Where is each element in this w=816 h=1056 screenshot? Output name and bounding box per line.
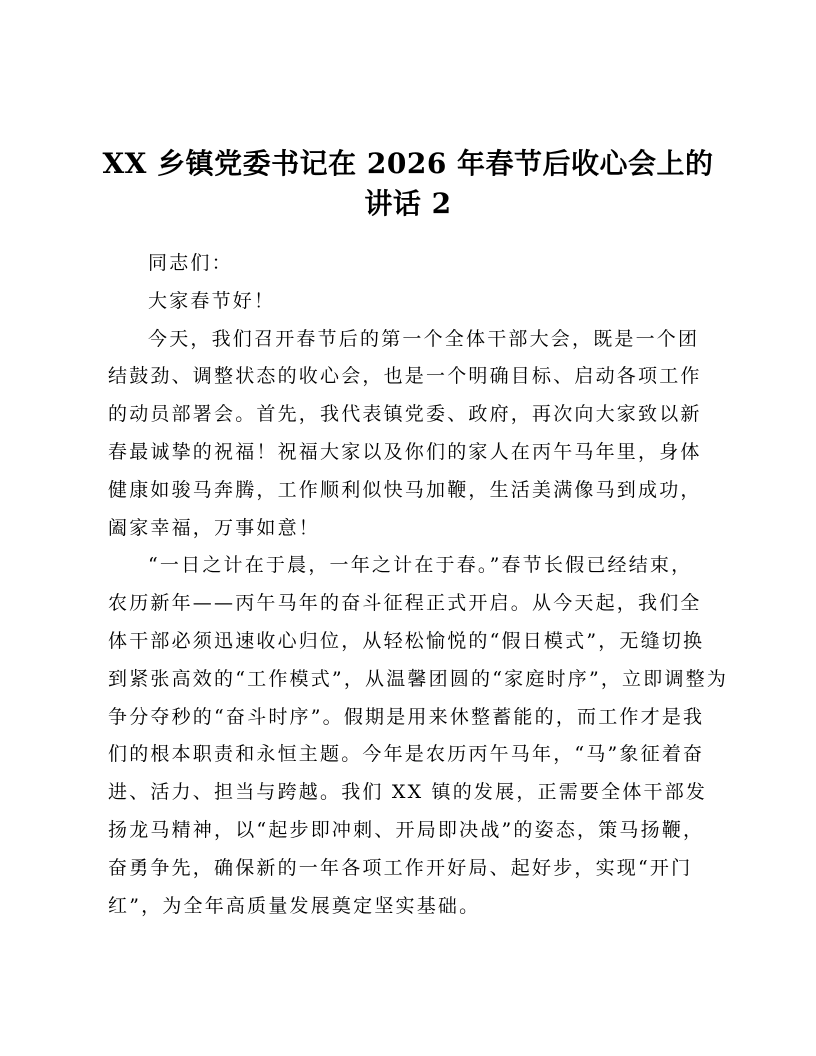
paragraph-2-line: 们的根本职责和永恒主题。今年是农历丙午马年，“马”象征着奋 bbox=[108, 743, 705, 766]
paragraph-2-line: 奋勇争先，确保新的一年各项工作开好局、起好步，实现“开门 bbox=[108, 856, 693, 879]
paragraph-2-line: 扬龙马精神，以“起步即冲刺、开局即决战”的姿态，策马扬鞭， bbox=[108, 818, 705, 841]
title-line-2: 讲话 2 bbox=[364, 187, 452, 220]
paragraph-1-line: 今天，我们召开春节后的第一个全体干部大会，既是一个团 bbox=[148, 327, 700, 350]
paragraph-2 bbox=[108, 547, 729, 925]
paragraph-2-line: 到紧张高效的“工作模式”，从温馨团圆的“家庭时序”，立即调整为 bbox=[108, 667, 729, 690]
greeting: 大家春节好！ bbox=[148, 289, 276, 312]
paragraph-2-line: 红”，为全年高质量发展奠定坚实基础。 bbox=[108, 894, 481, 917]
document-title bbox=[98, 144, 718, 224]
salutation: 同志们： bbox=[148, 252, 233, 274]
paragraph-2-line: “一日之计在于晨，一年之计在于春。”春节长假已经结束， bbox=[148, 554, 693, 577]
paragraph-2-line: 争分夺秒的“奋斗时序”。假期是用来休整蓄能的，而工作才是我 bbox=[108, 705, 705, 728]
paragraph-2-line: 体干部必须迅速收心归位，从轻松愉悦的“假日模式”，无缝切换 bbox=[108, 629, 705, 652]
paragraph-1-line: 春最诚挚的祝福！祝福大家以及你们的家人在丙午马年里，身体 bbox=[108, 440, 702, 463]
paragraph-2-line: 进、活力、担当与跨越。我们 XX 镇的发展，正需要全体干部发 bbox=[108, 781, 708, 804]
paragraph-1-line: 的动员部署会。首先，我代表镇党委、政府，再次向大家致以新 bbox=[108, 403, 702, 426]
paragraph-1-line: 结鼓劲、调整状态的收心会，也是一个明确目标、启动各项工作 bbox=[108, 365, 702, 388]
title-line-1: XX 乡镇党委书记在 2026 年春节后收心会上的 bbox=[102, 147, 714, 180]
paragraph-1-line: 健康如骏马奔腾，工作顺利似快马加鞭，生活美满像马到成功， bbox=[108, 478, 702, 501]
paragraph-1-line: 阖家幸福，万事如意！ bbox=[108, 516, 321, 539]
paragraph-2-line: 农历新年——丙午马年的奋斗征程正式开启。从今天起，我们全 bbox=[108, 592, 702, 615]
paragraph-1 bbox=[108, 321, 713, 548]
document-body bbox=[108, 245, 729, 925]
